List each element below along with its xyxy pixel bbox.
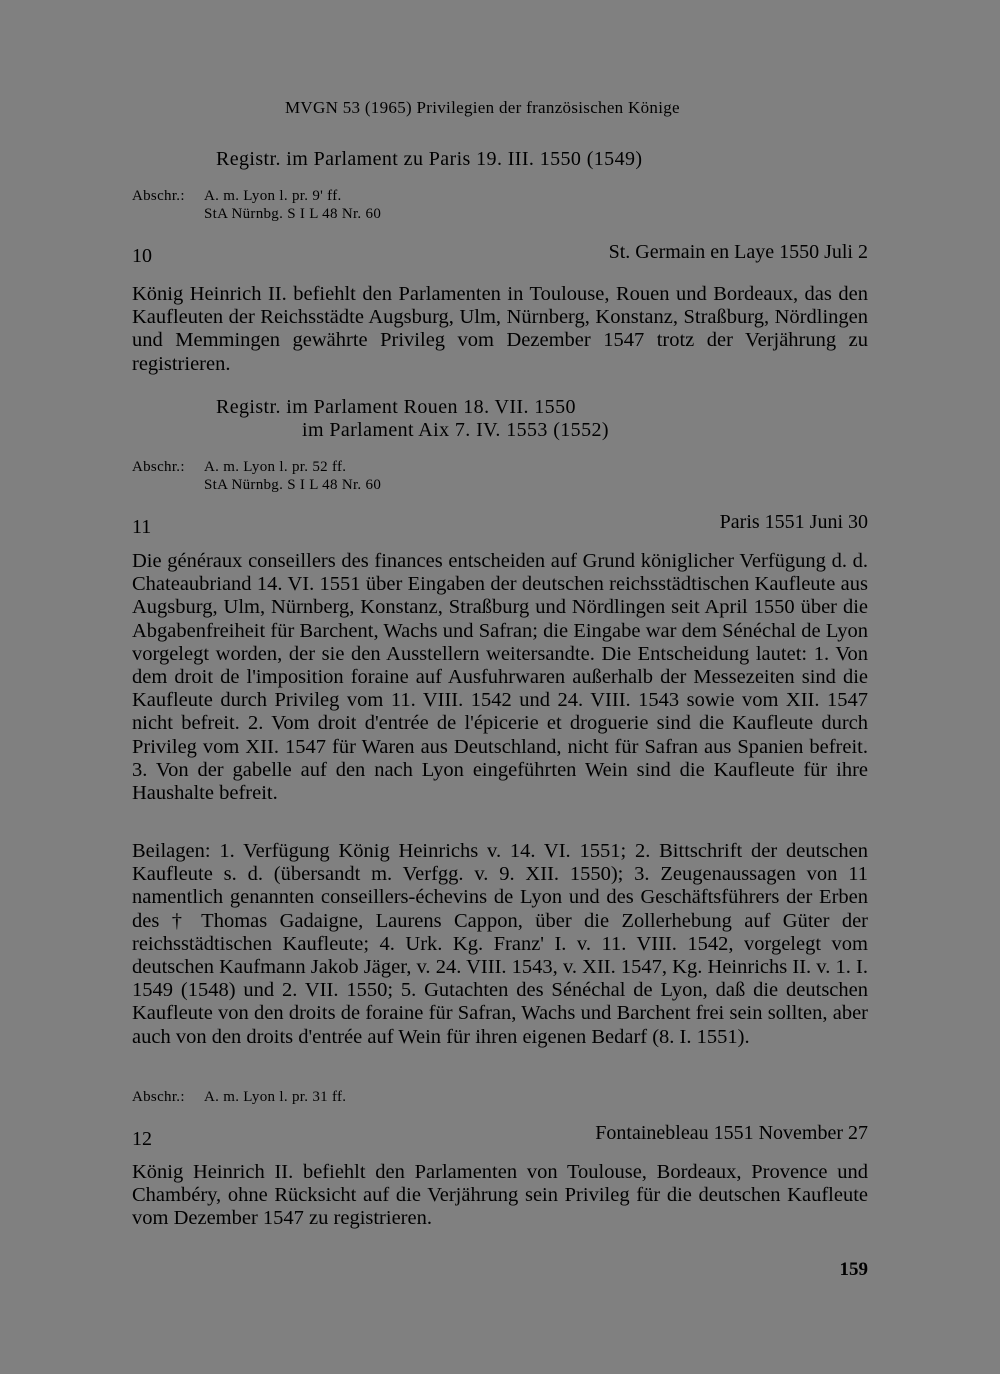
entry-number: 11 [132,516,152,538]
running-header: MVGN 53 (1965) Privilegien der französischen Könige [285,98,680,117]
abschrift-source: StA Nürnbg. S I L 48 Nr. 60 [204,477,382,493]
abschrift-label: Abschr.: [132,1089,185,1105]
abschrift-source: A. m. Lyon l. pr. 31 ff. [204,1089,347,1105]
entry-beilagen: Beilagen: 1. Verfügung König Heinrichs v. 14. VI. 1551; 2. Bittschrift der deutschen Kaufleute s. d. (übersandt m. Verfgg. v. 9. XII. 1550); 3. Zeugenaussagen von 11 namentlich genannten conseillers-échevins de Lyon und des Geschäftsführers der Erben des † Thomas Gadaigne, Laurens Cappon, über die Zollerhebung auf Güter der reichsstädtischen Kaufleute; 4. Urk. Kg. Franz' I. v. 11. VIII. 1542, vorgelegt vom deutschen Kaufmann Jakob Jäger, v. 24. VIII. 1543, v. XII. 1547, Kg. Heinrichs II. v. 1. I. 1549 (1548) und 2. VII. 1550; 5. Gutachten des Sénéchal de Lyon, daß die deutschen Kaufleute von den droits de foraine für Safran, Wachs und Barchent frei sein sollten, aber auch von den droits d'entrée auf Wein für ihren eigenen Bedarf (8. I. 1551). [132,840,868,1048]
abschrift-source: A. m. Lyon l. pr. 52 ff. [204,459,347,475]
entry-number: 12 [132,1128,152,1150]
entry-regest: Die généraux conseillers des finances entscheiden auf Grund königlicher Verfügung d. d. Chateaubriand 14. VI. 1551 über Eingaben der deutschen reichsstädtischen Kaufleute aus Augsburg, Ulm, Nürnberg, Konstanz, Straßburg und Nördlingen seit April 1550 über die Abgabenfreiheit für Barchent, Wachs und Safran; die Eingabe war dem Sénéchal de Lyon vorgelegt worden, der sie den Ausstellern weitersandte. Die Entscheidung lautet: 1. Von dem droit de l'imposition foraine auf Ausfuhrwaren außerhalb der Messezeiten sind die Kaufleute durch Privileg vom 11. VIII. 1542 und 24. VIII. 1543 sowie vom XII. 1547 nicht befreit. 2. Vom droit d'entrée de l'épicerie et droguerie sind die Kaufleute durch Privileg vom XII. 1547 für Waren aus Deutschland, nicht für Safran aus Spanien befreit. 3. Von der gabelle auf den nach Lyon eingeführten Wein sind die Kaufleute für ihre Haushalte befreit. [132,550,868,805]
entry-regest: König Heinrich II. befiehlt den Parlamenten in Toulouse, Rouen und Bordeaux, das den Kaufleuten der Reichsstädte Augsburg, Ulm, Nürnberg, Konstanz, Straßburg, Nördlingen und Memmingen gewährte Privileg vom Dezember 1547 trotz der Verjährung zu registrieren. [132,283,868,375]
entry-regest: König Heinrich II. befiehlt den Parlamenten von Toulouse, Bordeaux, Provence und Chambéry, ohne Rücksicht auf die Verjährung sein Privileg für die deutschen Kaufleute vom Dezember 1547 zu registrieren. [132,1161,868,1230]
entry-dateline: St. Germain en Laye 1550 Juli 2 [608,241,868,263]
registration-line: im Parlament Aix 7. IV. 1553 (1552) [302,419,609,441]
page-number: 159 [839,1259,868,1280]
entry-dateline: Paris 1551 Juni 30 [719,511,868,533]
entry-dateline: Fontainebleau 1551 November 27 [595,1122,868,1144]
abschrift-label: Abschr.: [132,459,185,475]
entry-number: 10 [132,245,152,267]
abschrift-source: StA Nürnbg. S I L 48 Nr. 60 [204,206,382,222]
registration-line: Registr. im Parlament Rouen 18. VII. 1550 [216,396,576,418]
abschrift-label: Abschr.: [132,188,185,204]
abschrift-source: A. m. Lyon l. pr. 9' ff. [204,188,342,204]
registration-line: Registr. im Parlament zu Paris 19. III. 1550 (1549) [216,148,643,170]
